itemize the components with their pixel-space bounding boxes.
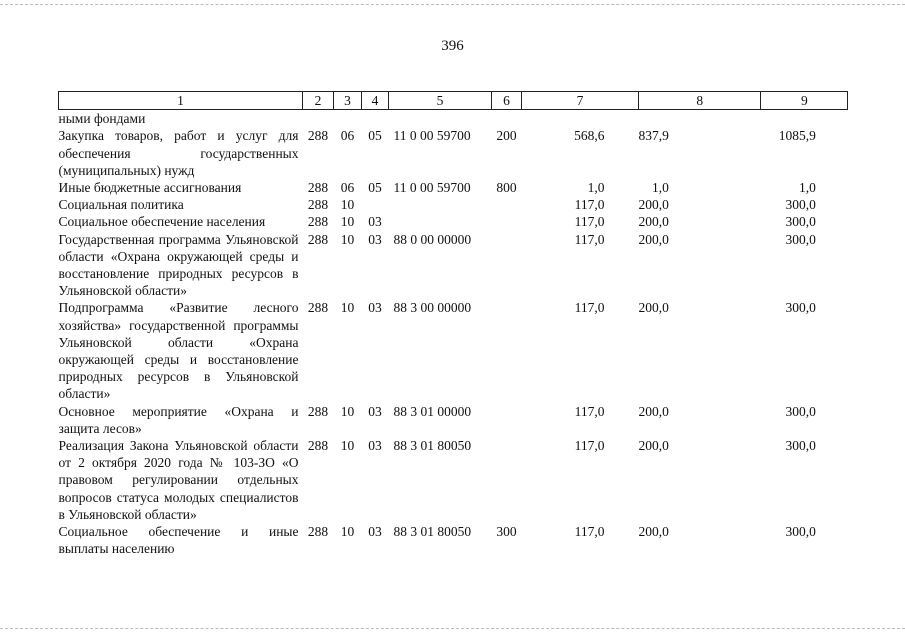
expense-type-cell — [492, 403, 522, 437]
section-cell: 10 — [340, 524, 355, 540]
section-cell: 10 — [340, 300, 355, 316]
subsection-cell: 05 — [368, 180, 382, 196]
row-name-cell: Подпрограмма «Развитие лесного хозяйства» государственной программы Ульяновской области «Охрана окружающей среды и восстановление природных ресурсов в Ульяновской области» — [58, 300, 299, 402]
budget-table — [58, 91, 848, 557]
amount-cell: 200,0 — [638, 438, 669, 454]
row-name-cell: Государственная программа Ульяновской области «Охрана окружающей среды и восстановление природных ресурсов в Ульяновской области» — [58, 231, 299, 299]
code-cell: 288 — [307, 438, 329, 454]
amount-cell: 1085,9 — [778, 128, 816, 144]
target-article-cell: 88 0 00 00000 — [393, 231, 472, 247]
row-name-cell: Социальное обеспечение и иные выплаты населению — [58, 524, 299, 557]
section-cell: 10 — [340, 197, 355, 213]
column-header: 7 — [522, 92, 639, 110]
row-name-cell: ными фондами — [58, 111, 146, 127]
subsection-cell: 03 — [368, 231, 382, 247]
amount-cell: 1,0 — [799, 180, 816, 196]
row-name-cell: Реализация Закона Ульяновской области от 2 октября 2020 года № 103-ЗО «О правовом регулировании отдельных вопросов статуса молодых специалистов в Ульяновской области» — [58, 438, 299, 522]
subsection-cell — [362, 110, 389, 128]
table-row — [59, 523, 848, 557]
table-row — [59, 179, 848, 196]
amount-cell: 200,0 — [638, 403, 669, 419]
amount-cell — [761, 110, 848, 128]
code-cell: 288 — [307, 180, 329, 196]
table-row — [59, 403, 848, 437]
amount-cell: 300,0 — [785, 214, 816, 230]
target-article-cell — [389, 110, 492, 128]
table-header-row — [59, 92, 848, 110]
column-header: 2 — [303, 92, 334, 110]
amount-cell: 200,0 — [638, 197, 669, 213]
section-cell — [334, 110, 362, 128]
scan-top-edge — [0, 4, 905, 8]
column-header: 6 — [492, 92, 522, 110]
table-row — [59, 127, 848, 179]
code-cell: 288 — [307, 214, 329, 230]
target-article-cell — [389, 213, 492, 230]
expense-type-cell — [492, 213, 522, 230]
amount-cell: 117,0 — [574, 524, 605, 540]
column-header: 9 — [761, 92, 848, 110]
row-name-cell: Иные бюджетные ассигнования — [58, 180, 242, 196]
table-row — [59, 437, 848, 523]
subsection-cell: 03 — [368, 214, 382, 230]
code-cell: 288 — [307, 524, 329, 540]
table-body — [59, 110, 848, 558]
column-header: 1 — [59, 92, 303, 110]
code-cell: 288 — [307, 197, 329, 213]
target-article-cell: 88 3 01 80050 — [393, 524, 472, 540]
amount-cell: 117,0 — [574, 197, 605, 213]
section-cell: 06 — [340, 180, 355, 196]
row-name-cell: Закупка товаров, работ и услуг для обеспечения государственных (муниципальных) нужд — [58, 128, 299, 178]
target-article-cell: 11 0 00 59700 — [393, 180, 471, 196]
amount-cell — [639, 110, 761, 128]
target-article-cell: 88 3 00 00000 — [393, 300, 472, 316]
amount-cell: 117,0 — [574, 214, 605, 230]
column-header: 4 — [362, 92, 389, 110]
amount-cell — [522, 110, 639, 128]
amount-cell: 300,0 — [785, 524, 816, 540]
subsection-cell: 03 — [368, 403, 382, 419]
section-cell: 10 — [340, 214, 355, 230]
column-header: 3 — [334, 92, 362, 110]
amount-cell: 837,9 — [638, 128, 669, 144]
table-row — [59, 231, 848, 300]
expense-type-cell — [492, 231, 522, 300]
expense-type-cell — [492, 437, 522, 523]
amount-cell: 117,0 — [574, 300, 605, 316]
amount-cell: 1,0 — [587, 180, 605, 196]
page-number: 396 — [441, 38, 464, 54]
scan-bottom-edge — [0, 628, 905, 632]
code-cell: 288 — [307, 300, 329, 316]
section-cell: 10 — [340, 438, 355, 454]
expense-type-cell: 200 — [496, 128, 517, 144]
row-name-cell: Основное мероприятие «Охрана и защита лесов» — [58, 403, 299, 436]
amount-cell: 300,0 — [785, 300, 816, 316]
amount-cell: 117,0 — [574, 438, 605, 454]
column-header: 8 — [639, 92, 761, 110]
section-cell: 10 — [340, 231, 355, 247]
table-row — [59, 213, 848, 230]
amount-cell: 1,0 — [652, 180, 669, 196]
amount-cell: 568,6 — [574, 128, 605, 144]
expense-type-cell — [492, 110, 522, 128]
target-article-cell: 88 3 01 00000 — [393, 403, 472, 419]
subsection-cell: 03 — [368, 438, 382, 454]
target-article-cell: 88 3 01 80050 — [393, 438, 472, 454]
table-row — [59, 196, 848, 213]
amount-cell: 300,0 — [785, 438, 816, 454]
target-article-cell: 11 0 00 59700 — [393, 128, 471, 144]
subsection-cell: 03 — [368, 524, 382, 540]
amount-cell: 200,0 — [638, 524, 669, 540]
subsection-cell: 03 — [368, 300, 382, 316]
code-cell — [303, 110, 334, 128]
amount-cell: 300,0 — [785, 403, 816, 419]
code-cell: 288 — [307, 231, 329, 247]
row-name-cell: Социальная политика — [58, 197, 184, 213]
amount-cell: 300,0 — [785, 231, 816, 247]
row-name-cell: Социальное обеспечение населения — [58, 214, 266, 230]
table-row — [59, 110, 848, 128]
amount-cell: 200,0 — [638, 214, 669, 230]
amount-cell: 200,0 — [638, 231, 669, 247]
subsection-cell — [362, 196, 389, 213]
section-cell: 06 — [340, 128, 355, 144]
section-cell: 10 — [340, 403, 355, 419]
table-row — [59, 299, 848, 402]
amount-cell: 117,0 — [574, 231, 605, 247]
subsection-cell: 05 — [368, 128, 382, 144]
expense-type-cell: 800 — [496, 180, 517, 196]
expense-type-cell: 300 — [496, 524, 517, 540]
amount-cell: 200,0 — [638, 300, 669, 316]
amount-cell: 300,0 — [785, 197, 816, 213]
column-header: 5 — [389, 92, 492, 110]
code-cell: 288 — [307, 128, 329, 144]
expense-type-cell — [492, 299, 522, 402]
code-cell: 288 — [307, 403, 329, 419]
expense-type-cell — [492, 196, 522, 213]
target-article-cell — [389, 196, 492, 213]
amount-cell: 117,0 — [574, 403, 605, 419]
